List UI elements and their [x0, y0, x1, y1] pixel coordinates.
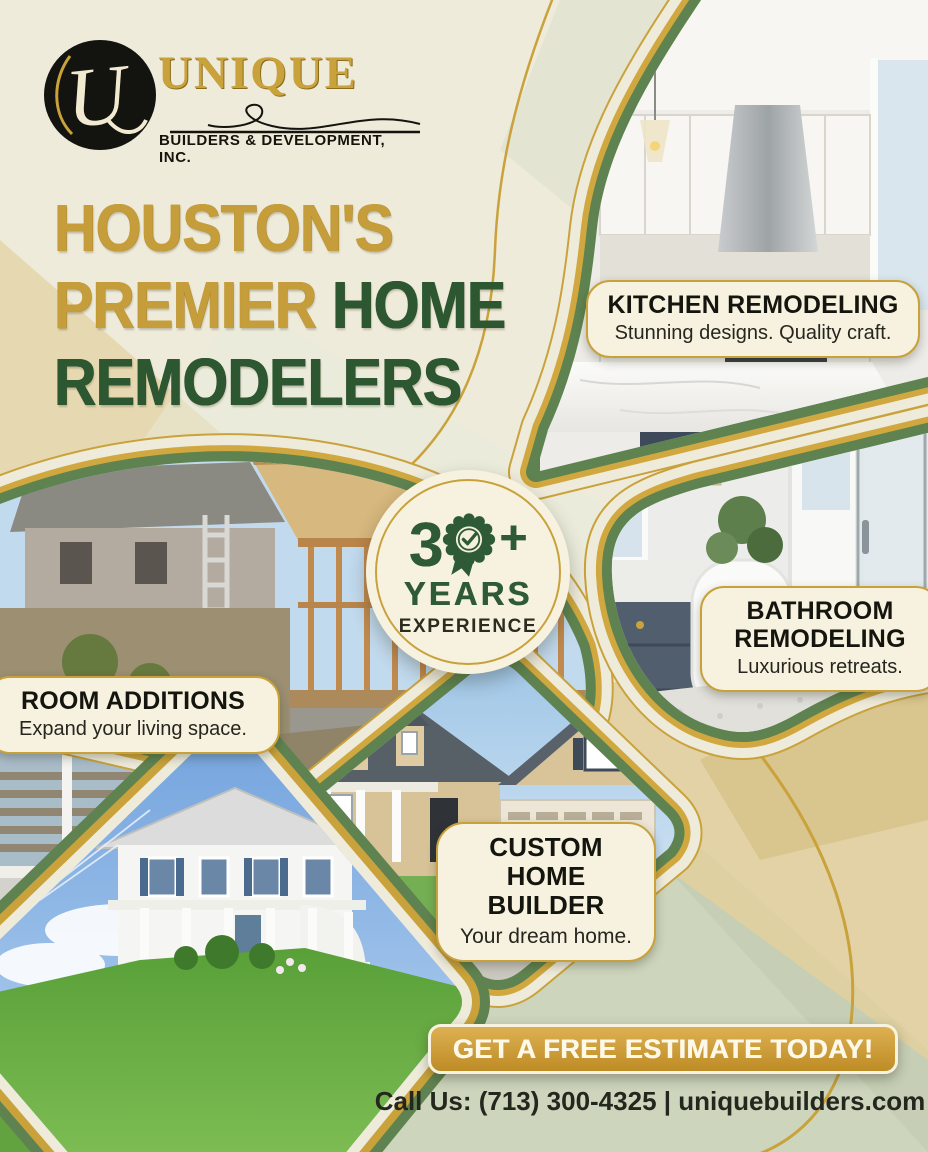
brand-tagline: BUILDERS & DEVELOPMENT, INC. — [159, 132, 386, 166]
contact-line[interactable]: Call Us: (713) 300-4325 | uniquebuilders.com — [374, 1086, 926, 1116]
custom-home-title: CUSTOM HOME BUILDER — [487, 832, 605, 921]
headline-line2: PREMIER HOME — [54, 268, 506, 343]
headline-line3: REMODELERS — [54, 345, 462, 420]
free-estimate-button[interactable]: GET A FREE ESTIMATE TODAY! — [428, 1024, 898, 1074]
award-ribbon-icon — [441, 511, 497, 581]
kitchen-remodeling-label — [586, 280, 920, 358]
experience-unit: YEARS — [403, 575, 533, 612]
room-additions-subtitle: Expand your living space. — [19, 718, 247, 740]
experience-number-row — [409, 510, 528, 581]
headline-line1: HOUSTON'S — [54, 191, 394, 266]
custom-home-subtitle: Your dream home. — [460, 925, 632, 949]
bathroom-subtitle: Luxurious retreats. — [737, 656, 903, 678]
brand-name: UNIQUE — [158, 47, 359, 99]
bathroom-remodeling-label — [700, 586, 928, 692]
room-additions-title: ROOM ADDITIONS — [20, 687, 246, 715]
headline — [54, 190, 614, 421]
brand-logo — [40, 36, 420, 166]
custom-home-builder-label — [436, 822, 656, 962]
experience-badge-content — [366, 470, 570, 674]
room-additions-label — [0, 676, 280, 754]
brand-monogram-icon — [44, 40, 156, 150]
experience-label: EXPERIENCE — [398, 616, 538, 637]
experience-plus: + — [499, 512, 528, 565]
svg-text:U: U — [61, 47, 132, 147]
experience-badge — [366, 470, 570, 674]
kitchen-subtitle: Stunning designs. Quality craft. — [614, 322, 892, 344]
bathroom-title: BATHROOM REMODELING — [734, 597, 906, 653]
kitchen-title: KITCHEN REMODELING — [607, 291, 899, 319]
experience-number: 3 — [408, 511, 442, 580]
